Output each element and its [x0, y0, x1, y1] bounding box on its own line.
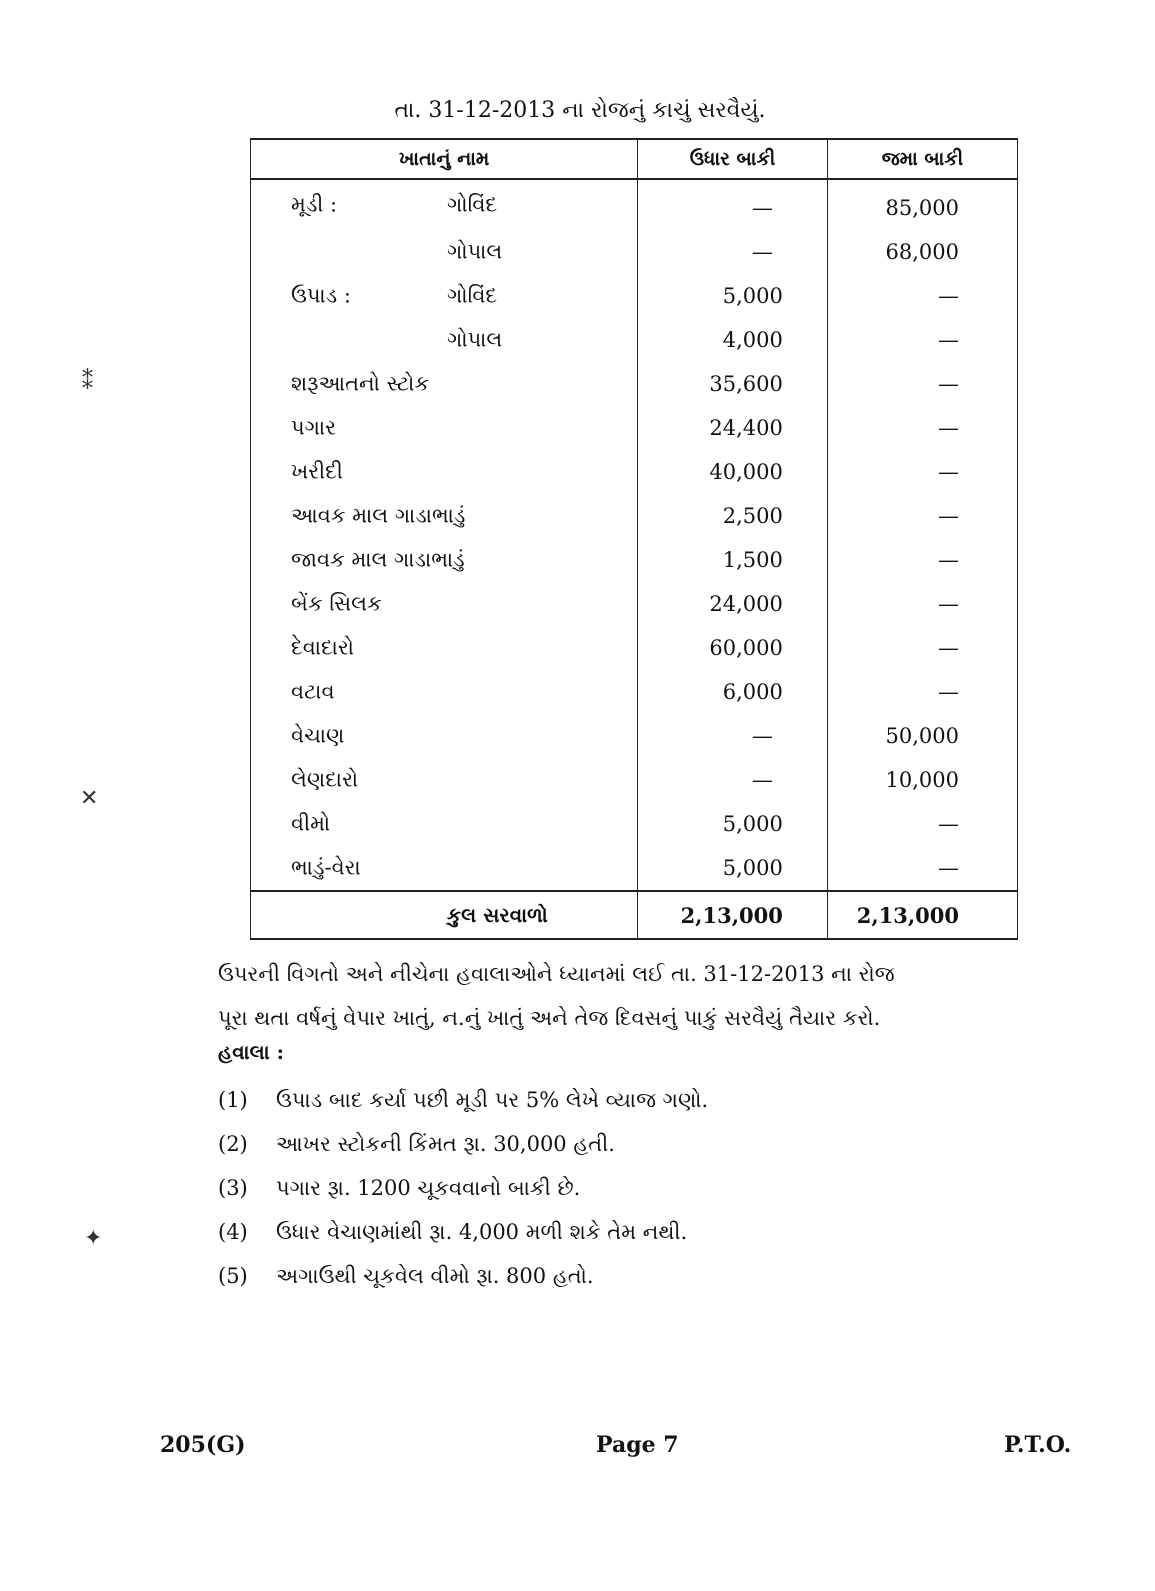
page-number: Page 7	[596, 1432, 679, 1458]
account-name-cell	[251, 758, 638, 802]
credit-balance-cell: —	[827, 362, 1017, 406]
table-row	[251, 802, 1018, 846]
adjustment-text: અગાઉથી ચૂકવેલ વીમો રૂા. 800 હતો.	[276, 1264, 594, 1288]
account-name-cell	[251, 538, 638, 582]
credit-balance-cell: —	[827, 494, 1017, 538]
credit-balance-cell: —	[827, 846, 1017, 891]
adjustment-text: ઉધાર વેચાણમાંથી રૂા. 4,000 મળી શકે તેમ નથી.	[276, 1220, 688, 1244]
account-name-cell	[251, 450, 638, 494]
account-label: વીમો	[291, 811, 331, 836]
debit-balance-cell: —	[638, 714, 828, 758]
credit-balance-cell: —	[827, 406, 1017, 450]
total-credit: 2,13,000	[827, 891, 1017, 939]
account-name-cell	[251, 179, 638, 230]
credit-balance-cell: —	[827, 802, 1017, 846]
account-sub-label: ગોવિંદ	[447, 283, 498, 308]
credit-balance-cell: 68,000	[827, 230, 1017, 274]
debit-balance-cell: —	[638, 230, 828, 274]
account-label: મૂડી :	[291, 192, 338, 217]
account-sub-label: ગોવિંદ	[447, 192, 498, 217]
debit-balance-cell: 60,000	[638, 626, 828, 670]
adjustment-number: (1)	[218, 1088, 248, 1112]
table-row	[251, 582, 1018, 626]
account-sub-label: ગોપાલ	[447, 239, 503, 264]
debit-balance-cell: 35,600	[638, 362, 828, 406]
account-name-cell	[251, 494, 638, 538]
header-credit: જમા બાકી	[827, 139, 1017, 179]
trial-balance-table	[250, 138, 1018, 940]
instruction-line: ઉપરની વિગતો અને નીચેના હવાલાઓને ધ્યાનમાં લઈ તા. 31-12-2013 ના રોજ	[218, 962, 895, 986]
credit-balance-cell: 85,000	[827, 179, 1017, 230]
account-label: જાવક માલ ગાડાભાડું	[291, 547, 465, 572]
account-sub-label: ગોપાલ	[447, 327, 503, 352]
table-row	[251, 626, 1018, 670]
account-name-cell	[251, 318, 638, 362]
trial-balance-title: તા. 31-12-2013 ના રોજનું કાચું સરવૈયું.	[394, 98, 766, 123]
table-row	[251, 318, 1018, 362]
account-name-cell	[251, 714, 638, 758]
account-name-cell	[251, 230, 638, 274]
table-row	[251, 274, 1018, 318]
debit-balance-cell: 5,000	[638, 274, 828, 318]
debit-balance-cell: 40,000	[638, 450, 828, 494]
account-label: દેવાદારો	[291, 635, 354, 660]
account-label: વેચાણ	[291, 723, 345, 748]
total-label: કુલ સરવાળો	[251, 891, 638, 939]
account-name-cell	[251, 406, 638, 450]
debit-balance-cell: 5,000	[638, 846, 828, 891]
account-label: ઉપાડ :	[291, 283, 351, 308]
adjustment-text: પગાર રૂા. 1200 ચૂકવવાનો બાકી છે.	[276, 1176, 581, 1200]
margin-tick-mark: ✦	[84, 1226, 103, 1251]
table-row	[251, 714, 1018, 758]
table-row	[251, 450, 1018, 494]
account-label: ખરીદી	[291, 459, 343, 484]
table-header-row	[251, 139, 1018, 179]
credit-balance-cell: —	[827, 450, 1017, 494]
credit-balance-cell: 10,000	[827, 758, 1017, 802]
debit-balance-cell: 2,500	[638, 494, 828, 538]
account-name-cell	[251, 274, 638, 318]
credit-balance-cell: —	[827, 538, 1017, 582]
table-row	[251, 846, 1018, 891]
adjustment-text: આખર સ્ટોકની કિંમત રૂા. 30,000 હતી.	[276, 1132, 615, 1156]
debit-balance-cell: 6,000	[638, 670, 828, 714]
adjustment-item	[218, 1212, 998, 1256]
adjustment-item	[218, 1124, 998, 1168]
table-row	[251, 362, 1018, 406]
debit-balance-cell: 24,400	[638, 406, 828, 450]
debit-balance-cell: 4,000	[638, 318, 828, 362]
credit-balance-cell: —	[827, 274, 1017, 318]
account-label: શરૂઆતનો સ્ટોક	[291, 371, 430, 396]
table-row	[251, 406, 1018, 450]
credit-balance-cell: —	[827, 318, 1017, 362]
account-label: આવક માલ ગાડાભાડું	[291, 503, 466, 528]
header-account-name: ખાતાનું નામ	[251, 139, 638, 179]
header-debit: ઉધાર બાકી	[638, 139, 828, 179]
account-label: લેણદારો	[291, 767, 359, 792]
adjustment-item	[218, 1168, 998, 1212]
debit-balance-cell: 1,500	[638, 538, 828, 582]
table-row	[251, 230, 1018, 274]
table-row	[251, 538, 1018, 582]
adjustment-number: (2)	[218, 1132, 248, 1156]
debit-balance-cell: 24,000	[638, 582, 828, 626]
adjustments-list	[218, 1080, 998, 1300]
adjustment-item	[218, 1080, 998, 1124]
adjustment-number: (5)	[218, 1264, 248, 1288]
account-label: પગાર	[291, 415, 336, 440]
table-row	[251, 494, 1018, 538]
account-name-cell	[251, 846, 638, 891]
account-name-cell	[251, 802, 638, 846]
adjustment-number: (4)	[218, 1220, 248, 1244]
credit-balance-cell: —	[827, 582, 1017, 626]
adjustment-item	[218, 1256, 998, 1300]
margin-tick-mark: ✕	[80, 786, 99, 811]
account-name-cell	[251, 626, 638, 670]
table-row	[251, 758, 1018, 802]
account-label: વટાવ	[291, 679, 335, 704]
account-name-cell	[251, 362, 638, 406]
please-turn-over: P.T.O.	[1004, 1432, 1072, 1458]
total-debit: 2,13,000	[638, 891, 828, 939]
account-label: ભાડું-વેરા	[291, 855, 361, 880]
account-name-cell	[251, 670, 638, 714]
adjustments-heading: હવાલા :	[218, 1040, 284, 1064]
instruction-line: પૂરા થતા વર્ષનું વેપાર ખાતું, ન.નું ખાતું અને તેજ દિવસનું પાકું સરવૈયું તૈયાર કરો.	[218, 1006, 881, 1030]
account-name-cell	[251, 582, 638, 626]
paper-code: 205(G)	[160, 1432, 246, 1458]
total-row	[251, 891, 1018, 939]
adjustment-text: ઉપાડ બાદ કર્યા પછી મૂડી પર 5% લેખે વ્યાજ ગણો.	[276, 1088, 709, 1112]
instruction-text	[218, 952, 998, 1040]
table-row	[251, 179, 1018, 230]
debit-balance-cell: —	[638, 179, 828, 230]
credit-balance-cell: —	[827, 626, 1017, 670]
debit-balance-cell: —	[638, 758, 828, 802]
adjustment-number: (3)	[218, 1176, 248, 1200]
debit-balance-cell: 5,000	[638, 802, 828, 846]
credit-balance-cell: —	[827, 670, 1017, 714]
account-label: બેંક સિલક	[291, 591, 382, 616]
margin-tick-mark: ⁑	[82, 370, 93, 395]
credit-balance-cell: 50,000	[827, 714, 1017, 758]
table-row	[251, 670, 1018, 714]
